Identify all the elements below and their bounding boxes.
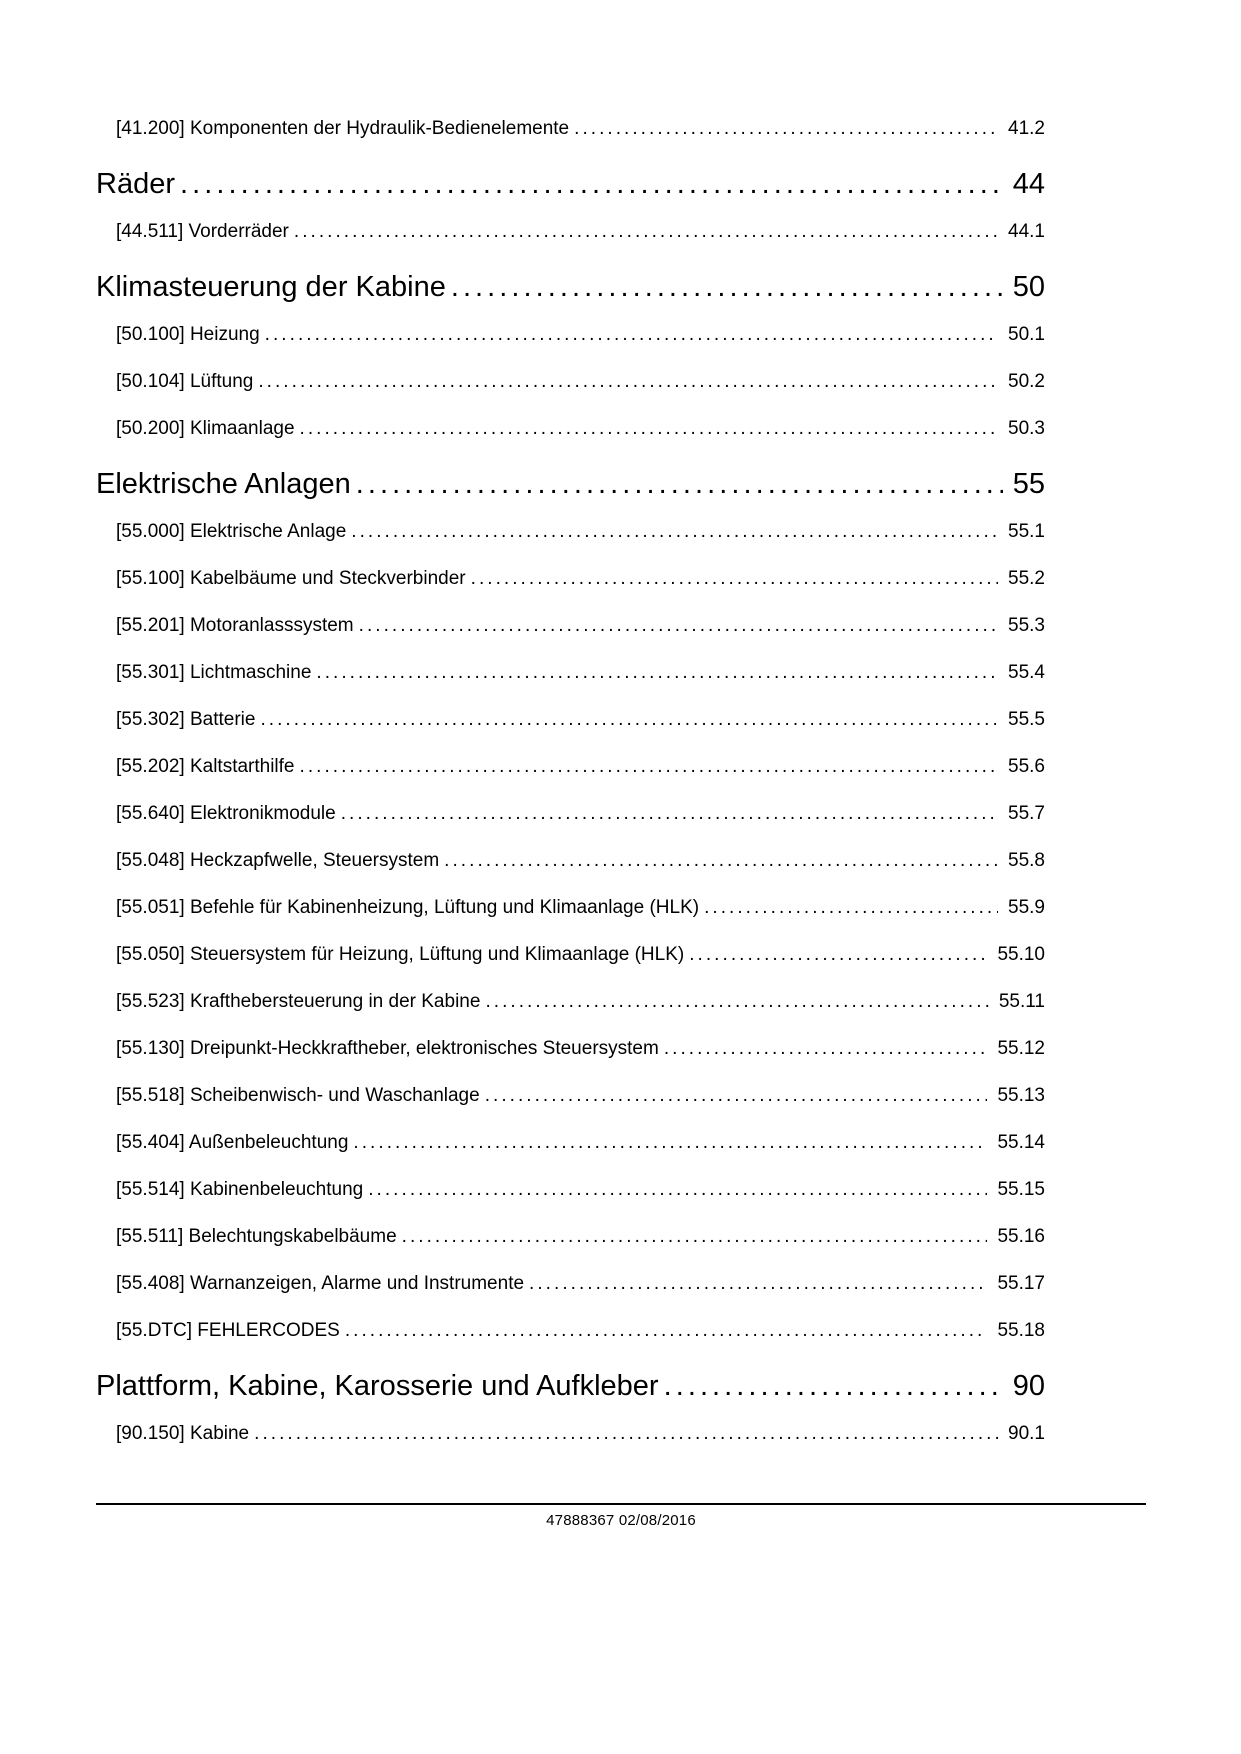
- dot-leader: [300, 418, 999, 440]
- toc-entry-page: 44: [1012, 168, 1045, 200]
- toc-entry-page: 55.4: [1008, 662, 1045, 683]
- toc-entry-page: 55.5: [1008, 709, 1045, 730]
- toc-entry-page: 50: [1012, 271, 1045, 303]
- toc-entry-page: 55.16: [997, 1226, 1045, 1247]
- toc-row[interactable]: [96, 556, 1045, 603]
- toc-row[interactable]: [96, 209, 1045, 256]
- toc-entry-page: 55.8: [1008, 850, 1045, 871]
- toc-entry-label: [55.640] Elektronikmodule: [116, 803, 336, 824]
- toc-entry-page: 55.6: [1008, 756, 1045, 777]
- toc-row[interactable]: [96, 509, 1045, 556]
- toc-entry-page: 55.18: [997, 1320, 1045, 1341]
- toc-entry-page: 55.9: [1008, 897, 1045, 918]
- toc-row[interactable]: [96, 603, 1045, 650]
- toc-row[interactable]: [96, 1167, 1045, 1214]
- toc-entry-label: [55.051] Befehle für Kabinenheizung, Lüftung und Klimaanlage (HLK): [116, 897, 700, 918]
- toc-entry-label: [55.404] Außenbeleuchtung: [116, 1132, 349, 1153]
- table-of-contents: [96, 106, 1045, 1458]
- dot-leader: [704, 897, 998, 919]
- toc-entry-page: 55.13: [997, 1085, 1045, 1106]
- toc-row[interactable]: [96, 359, 1045, 406]
- toc-row[interactable]: [96, 697, 1045, 744]
- toc-entry-label: [55.518] Scheibenwisch- und Waschanlage: [116, 1085, 480, 1106]
- toc-row[interactable]: [96, 932, 1045, 979]
- dot-leader: [368, 1179, 987, 1201]
- dot-leader: [529, 1273, 987, 1295]
- toc-row[interactable]: [96, 1073, 1045, 1120]
- toc-entry-label: [50.200] Klimaanlage: [116, 418, 295, 439]
- dot-leader: [574, 118, 998, 140]
- toc-entry-label: Plattform, Kabine, Karosserie und Aufkleber: [96, 1370, 659, 1402]
- page-footer: [96, 1503, 1146, 1529]
- toc-entry-label: Klimasteuerung der Kabine: [96, 271, 446, 303]
- dot-leader: [260, 709, 998, 731]
- dot-leader: [689, 944, 987, 966]
- toc-row[interactable]: [96, 1026, 1045, 1073]
- toc-entry-page: 90: [1012, 1370, 1045, 1402]
- toc-entry-label: [41.200] Komponenten der Hydraulik-Bedienelemente: [116, 118, 570, 139]
- toc-row[interactable]: [96, 1355, 1045, 1411]
- toc-entry-label: [55.DTC] FEHLERCODES: [116, 1320, 340, 1341]
- toc-entry-page: 55.1: [1008, 521, 1045, 542]
- toc-entry-label: [50.104] Lüftung: [116, 371, 254, 392]
- dot-leader: [265, 324, 998, 346]
- dot-leader: [341, 803, 998, 825]
- toc-entry-page: 55.2: [1008, 568, 1045, 589]
- toc-row[interactable]: [96, 1308, 1045, 1355]
- toc-row[interactable]: [96, 1120, 1045, 1167]
- toc-entry-page: 50.1: [1008, 324, 1045, 345]
- dot-leader: [451, 270, 1003, 304]
- toc-row[interactable]: [96, 838, 1045, 885]
- toc-entry-label: [55.201] Motoranlasssystem: [116, 615, 354, 636]
- dot-leader: [316, 662, 998, 684]
- dot-leader: [485, 1085, 988, 1107]
- dot-leader: [485, 991, 988, 1013]
- toc-row[interactable]: [96, 791, 1045, 838]
- dot-leader: [471, 568, 998, 590]
- footer-rule: [96, 1503, 1146, 1505]
- toc-entry-label: [50.100] Heizung: [116, 324, 260, 345]
- toc-entry-page: 41.2: [1008, 118, 1045, 139]
- dot-leader: [402, 1226, 988, 1248]
- toc-entry-label: [55.301] Lichtmaschine: [116, 662, 312, 683]
- toc-entry-label: [90.150] Kabine: [116, 1423, 250, 1444]
- dot-leader: [254, 1423, 998, 1445]
- toc-row[interactable]: [96, 312, 1045, 359]
- toc-entry-label: [55.100] Kabelbäume und Steckverbinder: [116, 568, 466, 589]
- toc-row[interactable]: [96, 1261, 1045, 1308]
- toc-entry-label: [55.048] Heckzapfwelle, Steuersystem: [116, 850, 440, 871]
- toc-row[interactable]: [96, 979, 1045, 1026]
- dot-leader: [345, 1320, 988, 1342]
- toc-entry-page: 55.7: [1008, 803, 1045, 824]
- toc-row[interactable]: [96, 885, 1045, 932]
- toc-row[interactable]: [96, 106, 1045, 153]
- dot-leader: [664, 1038, 988, 1060]
- toc-entry-label: [55.000] Elektrische Anlage: [116, 521, 347, 542]
- toc-entry-page: 55.15: [997, 1179, 1045, 1200]
- toc-row[interactable]: [96, 406, 1045, 453]
- dot-leader: [180, 167, 1003, 201]
- toc-row[interactable]: [96, 650, 1045, 697]
- dot-leader: [353, 1132, 987, 1154]
- dot-leader: [664, 1369, 1003, 1403]
- toc-entry-page: 90.1: [1008, 1423, 1045, 1444]
- toc-entry-label: [55.302] Batterie: [116, 709, 256, 730]
- toc-entry-label: [55.523] Krafthebersteuerung in der Kabine: [116, 991, 481, 1012]
- toc-entry-page: 55: [1012, 468, 1045, 500]
- toc-entry-page: 55.10: [997, 944, 1045, 965]
- toc-row[interactable]: [96, 744, 1045, 791]
- dot-leader: [294, 221, 998, 243]
- toc-entry-page: 55.3: [1008, 615, 1045, 636]
- dot-leader: [351, 521, 998, 543]
- dot-leader: [356, 467, 1003, 501]
- toc-entry-page: 55.11: [998, 991, 1045, 1012]
- dot-leader: [444, 850, 998, 872]
- toc-entry-page: 55.17: [997, 1273, 1045, 1294]
- toc-entry-label: [44.511] Vorderräder: [116, 221, 289, 242]
- toc-row[interactable]: [96, 153, 1045, 209]
- toc-entry-label: Räder: [96, 168, 175, 200]
- toc-entry-label: [55.514] Kabinenbeleuchtung: [116, 1179, 364, 1200]
- toc-row[interactable]: [96, 1411, 1045, 1458]
- toc-entry-label: [55.050] Steuersystem für Heizung, Lüftung und Klimaanlage (HLK): [116, 944, 685, 965]
- toc-entry-page: 50.3: [1008, 418, 1045, 439]
- toc-row[interactable]: [96, 1214, 1045, 1261]
- toc-entry-label: [55.202] Kaltstarthilfe: [116, 756, 295, 777]
- toc-entry-label: [55.511] Belechtungskabelbäume: [116, 1226, 397, 1247]
- toc-row[interactable]: [96, 256, 1045, 312]
- dot-leader: [300, 756, 999, 778]
- toc-entry-label: [55.130] Dreipunkt-Heckkraftheber, elektronisches Steuersystem: [116, 1038, 659, 1059]
- toc-entry-label: [55.408] Warnanzeigen, Alarme und Instrumente: [116, 1273, 525, 1294]
- toc-entry-page: 55.14: [997, 1132, 1045, 1153]
- dot-leader: [359, 615, 998, 637]
- toc-entry-page: 50.2: [1008, 371, 1045, 392]
- toc-row[interactable]: [96, 453, 1045, 509]
- footer-text: 47888367 02/08/2016: [546, 1512, 696, 1529]
- dot-leader: [258, 371, 998, 393]
- toc-entry-page: 55.12: [997, 1038, 1045, 1059]
- toc-entry-page: 44.1: [1008, 221, 1045, 242]
- toc-entry-label: Elektrische Anlagen: [96, 468, 351, 500]
